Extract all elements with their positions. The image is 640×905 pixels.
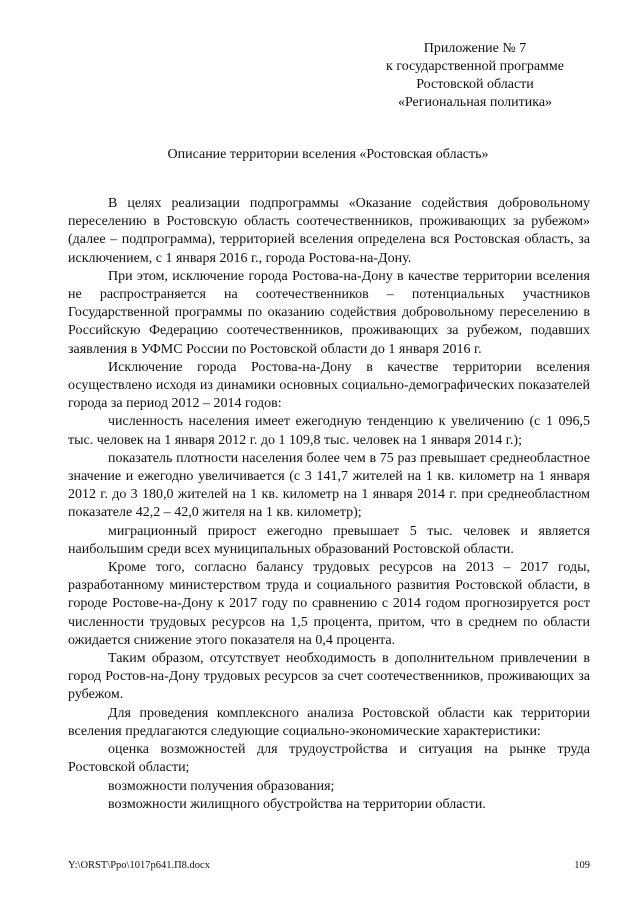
body-paragraph: Для проведения комплексного анализа Ростовской области как территории вселения предлагаются следующие социально-экономические характеристики: (68, 705, 590, 739)
body-paragraph: Кроме того, согласно балансу трудовых ресурсов на 2013 – 2017 годы, разработанному министерством труда и социального развития Ростовской области, в городе Ростове-на-Дону к 2017 году по сравнению с 2014 годом прогнозируется рост численности трудовых ресурсов на 1,5 процента, притом, что в среднем по области ожидается снижение этого показателя на 0,4 процента. (68, 560, 590, 648)
appendix-program-ref: к государственной программе (386, 59, 564, 74)
appendix-program-name: «Региональная политика» (397, 95, 553, 110)
body-paragraph: Исключение города Ростова-на-Дону в качестве территории вселения осуществлено исходя из динамики основных социально-демографических показателей города за период 2012 – 2014 годов: (68, 359, 590, 412)
body-paragraph: возможности жилищного обустройства на территории области. (108, 796, 486, 812)
document-body (68, 195, 590, 814)
appendix-number: Приложение № 7 (423, 41, 527, 56)
body-paragraph: В целях реализации подпрограммы «Оказание содействия добровольному переселению в Ростовскую область соотечественников, проживающих за рубежом» (далее – подпрограмма), территорией вселения определена вся Ростовская область, за исключением, с 1 января 2016 г., города Ростова-на-Дону. (68, 196, 590, 266)
body-paragraph: миграционный прирост ежегодно превышает 5 тыс. человек и является наибольшим среди всех муниципальных образований Ростовской области. (68, 523, 590, 557)
appendix-header (360, 40, 590, 112)
body-paragraph: оценка возможностей для трудоустройства и ситуация на рынке труда Ростовской области; (68, 742, 590, 776)
document-title: Описание территории вселения «Ростовская область» (167, 147, 489, 162)
file-path: Y:\ORST\Ppo\1017p641.П8.docx (68, 860, 210, 871)
body-paragraph: показатель плотности населения более чем в 75 раз превышает среднеобластное значение и ежегодно увеличивается (с 3 141,7 жителей на 1 кв. километр на 1 января 2012 г. до 3 180,0 жителей на 1 кв. километр на 1 января 2014 г. при среднеобластном показателе 42,2 – 42,0 жителя на 1 кв. километр); (68, 450, 590, 521)
body-paragraph: численность населения имеет ежегодную тенденцию к увеличению (с 1 096,5 тыс. человек на 1 января 2012 г. до 1 109,8 тыс. человек на 1 января 2014 г.); (68, 414, 590, 448)
page-number: 109 (574, 860, 590, 871)
body-paragraph: Таким образом, отсутствует необходимость в дополнительном привлечении в город Ростов-на-Дону трудовых ресурсов за счет соотечественников, проживающих за рубежом. (68, 651, 590, 703)
body-paragraph: возможности получения образования; (108, 778, 335, 794)
body-paragraph: При этом, исключение города Ростова-на-Дону в качестве территории вселения не распространяется на соотечественников – потенциальных участников Государственной программы по оказанию содействия добровольному переселению в Российскую Федерацию соотечественников, проживающих за рубежом, подавших заявления в УФМС России по Ростовской области до 1 января 2016 г. (68, 268, 590, 357)
appendix-region: Ростовской области (416, 77, 534, 92)
